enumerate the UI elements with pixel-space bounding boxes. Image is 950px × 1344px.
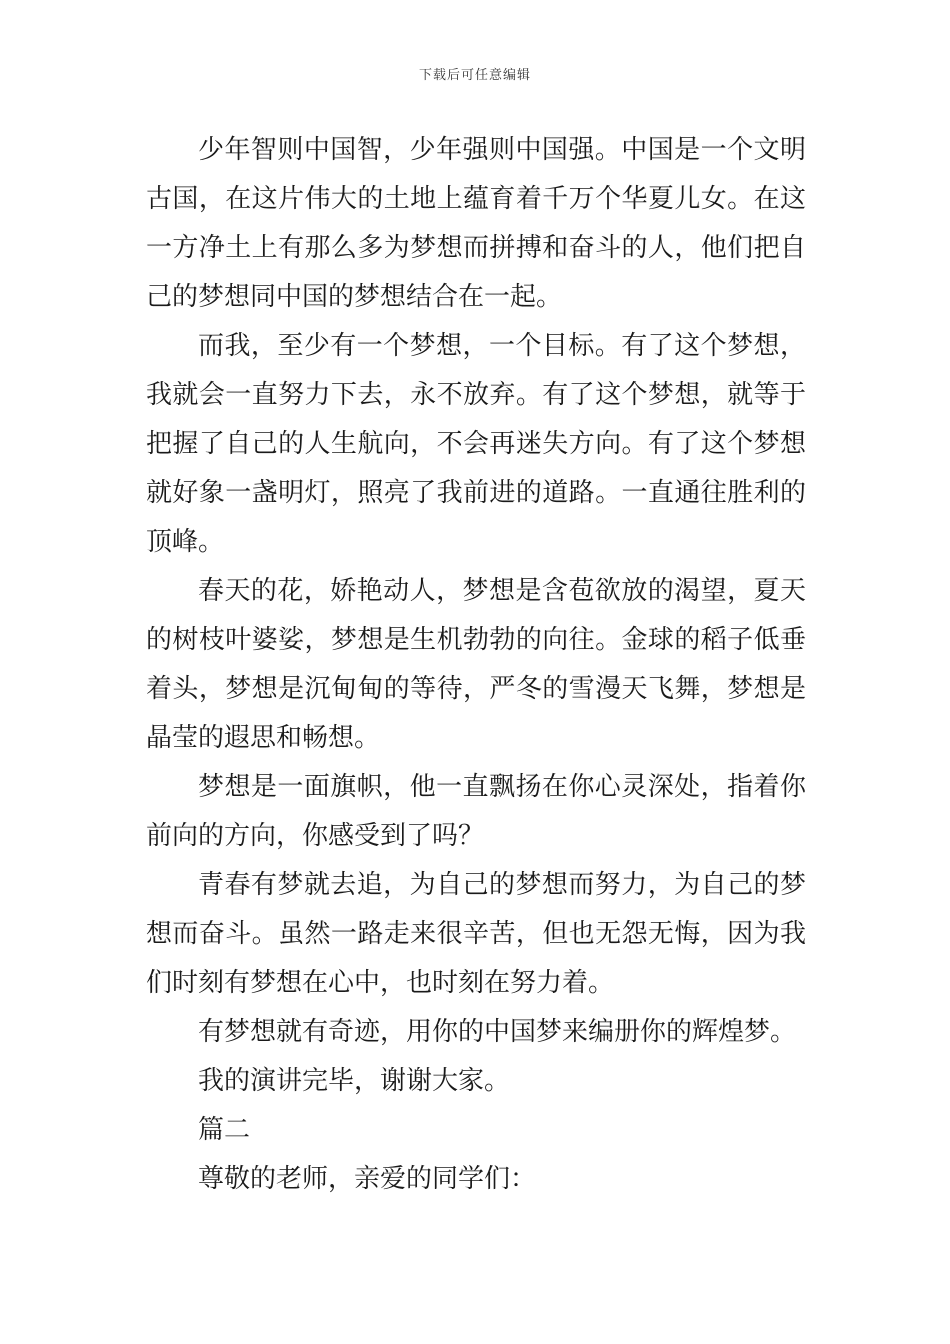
section-heading: 篇二: [198, 1115, 251, 1145]
document-body: [146, 126, 806, 1204]
paragraph: 而我，至少有一个梦想，一个目标。有了这个梦想，我就会一直努力下去，永不放弃。有了这个梦想，就等于把握了自己的人生航向，不会再迷失方向。有了这个梦想就好象一盏明灯，照亮了我前进的道路。一直通往胜利的顶峰。: [146, 331, 806, 557]
paragraph: 梦想是一面旗帜，他一直飘扬在你心灵深处，指着你前向的方向，你感受到了吗？: [146, 772, 806, 851]
paragraph: 青春有梦就去追，为自己的梦想而努力，为自己的梦想而奋斗。虽然一路走来很辛苦，但也无怨无悔，因为我们时刻有梦想在心中，也时刻在努力着。: [146, 870, 806, 998]
paragraph: 有梦想就有奇迹，用你的中国梦来编册你的辉煌梦。: [198, 1017, 797, 1047]
salutation: 尊敬的老师，亲爱的同学们：: [198, 1164, 537, 1194]
page-header: 下载后可任意编辑: [418, 68, 531, 83]
paragraph: 少年智则中国智，少年强则中国强。中国是一个文明古国，在这片伟大的土地上蕴育着千万个华夏儿女。在这一方净土上有那么多为梦想而拼搏和奋斗的人，他们把自己的梦想同中国的梦想结合在一起。: [146, 135, 806, 312]
paragraph: 春天的花，娇艳动人，梦想是含苞欲放的渴望，夏天的树枝叶婆娑，梦想是生机勃勃的向往。金球的稻子低垂着头，梦想是沉甸甸的等待，严冬的雪漫天飞舞，梦想是晶莹的遐思和畅想。: [146, 576, 806, 753]
paragraph: 我的演讲完毕，谢谢大家。: [198, 1066, 511, 1096]
